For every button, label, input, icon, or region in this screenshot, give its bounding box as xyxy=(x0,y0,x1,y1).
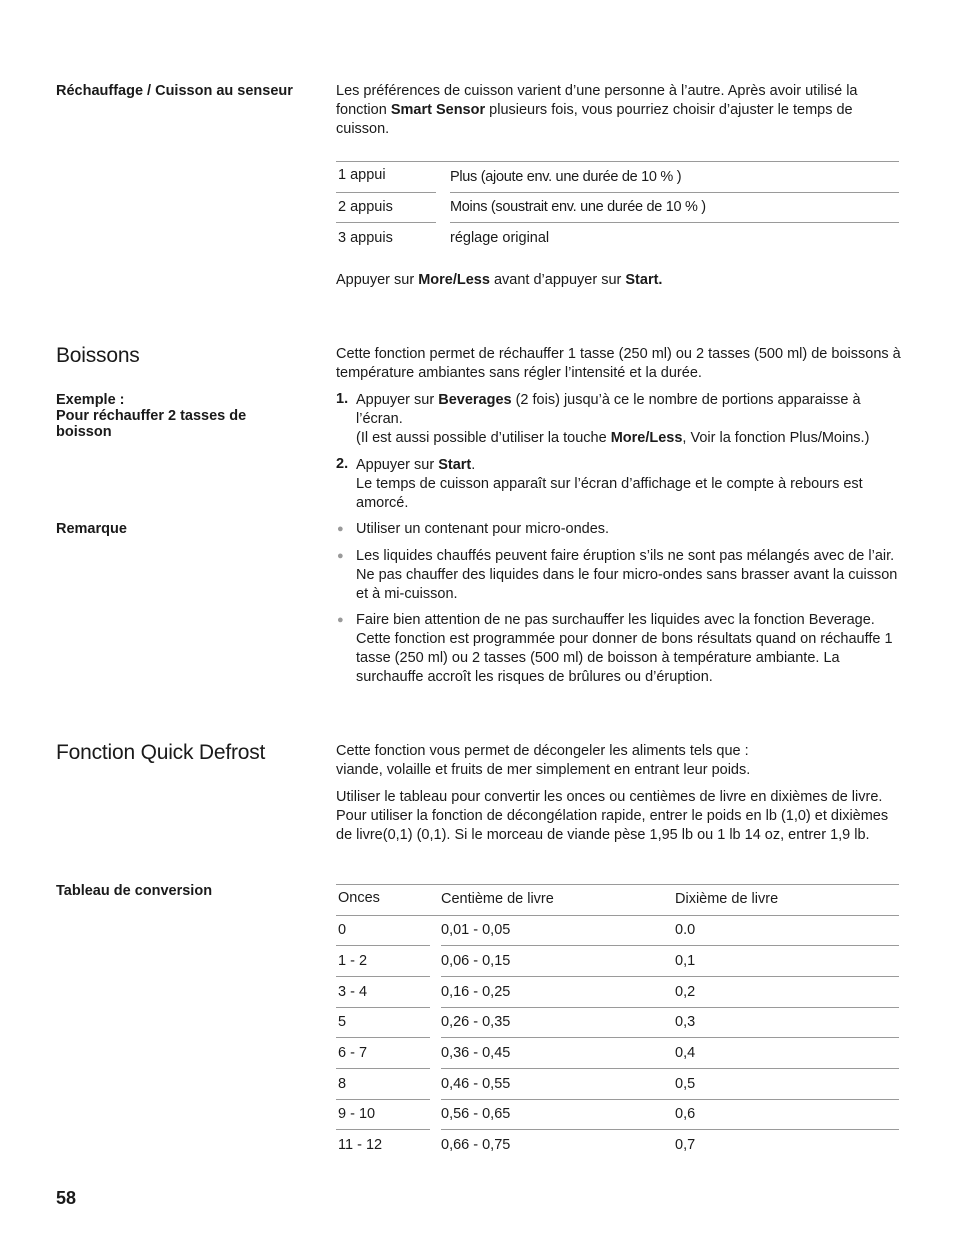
presses-cell: 3 appuis xyxy=(338,230,393,246)
dixieme-cell: 0,6 xyxy=(675,1106,696,1122)
centieme-cell: 0,66 - 0,75 xyxy=(441,1137,511,1153)
effect-cell: Moins (soustrait env. une durée de 10 % ) xyxy=(450,199,706,215)
onces-cell: 8 xyxy=(338,1076,347,1092)
table-rule xyxy=(336,222,436,223)
sensor-intro-text-1: Les préférences de cuisson varient d’une personne à l’autre. Après avoir utilisé la fonction xyxy=(336,83,858,118)
dixieme-cell: 0,7 xyxy=(675,1137,696,1153)
step-2-text-1: Appuyer sur xyxy=(356,457,439,473)
centieme-cell: 0,46 - 0,55 xyxy=(441,1076,511,1092)
table-rule xyxy=(441,1068,899,1069)
defrost-intro xyxy=(336,742,901,780)
bullet-item: Utiliser un contenant pour micro-ondes. xyxy=(356,521,610,537)
example-label xyxy=(56,392,306,440)
onces-cell: 11 - 12 xyxy=(338,1137,383,1153)
effect-cell: Plus (ajoute env. une durée de 10 % ) xyxy=(450,169,682,185)
onces-cell: 3 - 4 xyxy=(338,984,368,1000)
table-rule xyxy=(441,1099,899,1100)
step-2 xyxy=(356,456,901,513)
table-rule xyxy=(336,1007,430,1008)
dixieme-cell: 0,3 xyxy=(675,1014,696,1030)
table-rule xyxy=(450,222,899,223)
table-rule xyxy=(336,945,430,946)
header-centieme: Centième de livre xyxy=(441,891,554,907)
table-rule xyxy=(441,1007,899,1008)
remark-label: Remarque xyxy=(56,521,127,537)
dixieme-cell: 0,5 xyxy=(675,1076,696,1092)
note-text-1: Appuyer sur xyxy=(336,272,419,288)
table-rule xyxy=(336,915,899,916)
presses-cell: 1 appui xyxy=(338,167,386,183)
centieme-cell: 0,26 - 0,35 xyxy=(441,1014,511,1030)
dixieme-cell: 0,1 xyxy=(675,953,696,969)
header-dixieme: Dixième de livre xyxy=(675,891,779,907)
example-label-line-2: Pour réchauffer 2 tasses de boisson xyxy=(56,408,247,440)
more-less-note xyxy=(336,271,901,290)
sensor-intro-bold: Smart Sensor xyxy=(390,102,486,118)
note-bold-2: Start. xyxy=(625,272,663,288)
centieme-cell: 0,56 - 0,65 xyxy=(441,1106,511,1122)
table-rule xyxy=(336,1129,430,1130)
sensor-label: Réchauffage / Cuisson au senseur xyxy=(56,83,293,99)
centieme-cell: 0,01 - 0,05 xyxy=(441,922,511,938)
table-rule-top xyxy=(336,884,899,885)
table-rule xyxy=(441,945,899,946)
header-onces: Onces xyxy=(338,890,380,906)
step-1-bold-2: More/Less xyxy=(610,430,683,446)
boissons-heading: Boissons xyxy=(56,344,140,367)
table-rule xyxy=(336,1099,430,1100)
step-2-text-2: . xyxy=(471,457,476,473)
onces-cell: 0 xyxy=(338,922,347,938)
bullet-item: Les liquides chauffés peuvent faire éruption s’ils ne sont pas mélangés avec de l’air. Ne pas chauffer des liquides dans le four micro-ondes sans brasser avant la cuisson et à mi-cuisson. xyxy=(356,548,898,602)
bullet-dot: ● xyxy=(337,550,344,562)
sensor-intro-text-2: plusieurs fois, vous pourriez choisir d’ajuster le temps de cuisson. xyxy=(336,102,853,137)
centieme-cell: 0,06 - 0,15 xyxy=(441,953,511,969)
table-rule xyxy=(336,1037,430,1038)
onces-cell: 1 - 2 xyxy=(338,953,368,969)
defrost-intro-line-2: viande, volaille et fruits de mer simplement en entrant leur poids. xyxy=(336,762,751,778)
bullet-item: Faire bien attention de ne pas surchauffer les liquides avec la fonction Beverage. Cette fonction est programmée pour donner de bons résultats quand on réchauffe 1 tasse (250 ml) ou 2 tasses (500 ml) de boisson à température ambiante. La surchauffe accroît les risques de brûlures ou d’éruption. xyxy=(356,612,893,685)
dixieme-cell: 0,2 xyxy=(675,984,696,1000)
onces-cell: 9 - 10 xyxy=(338,1106,376,1122)
effect-cell: réglage original xyxy=(450,230,550,246)
onces-cell: 5 xyxy=(338,1014,347,1030)
centieme-cell: 0,16 - 0,25 xyxy=(441,984,511,1000)
step-1 xyxy=(356,391,901,448)
example-label-line-1: Exemple : xyxy=(56,392,125,408)
table-rule xyxy=(441,1129,899,1130)
sensor-intro xyxy=(336,82,901,139)
table-rule-top xyxy=(336,161,899,162)
centieme-cell: 0,36 - 0,45 xyxy=(441,1045,511,1061)
step-number: 2. xyxy=(336,456,349,472)
defrost-paragraph: Utiliser le tableau pour convertir les onces ou centièmes de livre en dixièmes de livre. Pour utiliser la fonction de décongélation rapide, entrer le poids en lb (1,0) et dixièmes de livre(0,1) (0,1). Si le morceau de viande pèse 1,95 lb ou 1 lb 14 oz, entrer 1,9 lb. xyxy=(336,789,889,843)
bullet-dot: ● xyxy=(337,523,344,535)
step-2-text-3: Le temps de cuisson apparaît sur l’écran d’affichage et le compte à rebours est amorcé. xyxy=(356,476,863,511)
note-bold-1: More/Less xyxy=(418,272,490,288)
table-rule xyxy=(336,192,436,193)
step-number: 1. xyxy=(336,391,349,407)
dixieme-cell: 0,4 xyxy=(675,1045,696,1061)
dixieme-cell: 0.0 xyxy=(675,922,696,938)
note-text-2: avant d’appuyer sur xyxy=(489,272,626,288)
step-1-text-1: Appuyer sur xyxy=(356,392,439,408)
table-rule xyxy=(450,192,899,193)
step-1-bold-1: Beverages xyxy=(438,392,512,408)
step-1-text-4: , Voir la fonction Plus/Moins.) xyxy=(682,430,870,446)
step-2-bold-1: Start xyxy=(438,457,472,473)
table-rule xyxy=(336,976,430,977)
table-rule xyxy=(336,1068,430,1069)
conversion-table-label: Tableau de conversion xyxy=(56,883,213,899)
presses-cell: 2 appuis xyxy=(338,199,393,215)
boissons-intro: Cette fonction permet de réchauffer 1 tasse (250 ml) ou 2 tasses (500 ml) de boissons à température ambiantes sans régler l’intensité et la durée. xyxy=(336,346,901,381)
defrost-heading: Fonction Quick Defrost xyxy=(56,741,266,764)
table-rule xyxy=(441,976,899,977)
onces-cell: 6 - 7 xyxy=(338,1045,368,1061)
step-1-text-3: (Il est aussi possible d’utiliser la touche xyxy=(356,430,611,446)
step-1-text-2: (2 fois) jusqu’à ce le nombre de portions apparaisse à l’écran. xyxy=(356,392,861,427)
table-rule xyxy=(441,1037,899,1038)
bullet-dot: ● xyxy=(337,614,344,626)
page-number: 58 xyxy=(56,1188,77,1208)
defrost-intro-line-1: Cette fonction vous permet de décongeler les aliments tels que : xyxy=(336,743,749,759)
